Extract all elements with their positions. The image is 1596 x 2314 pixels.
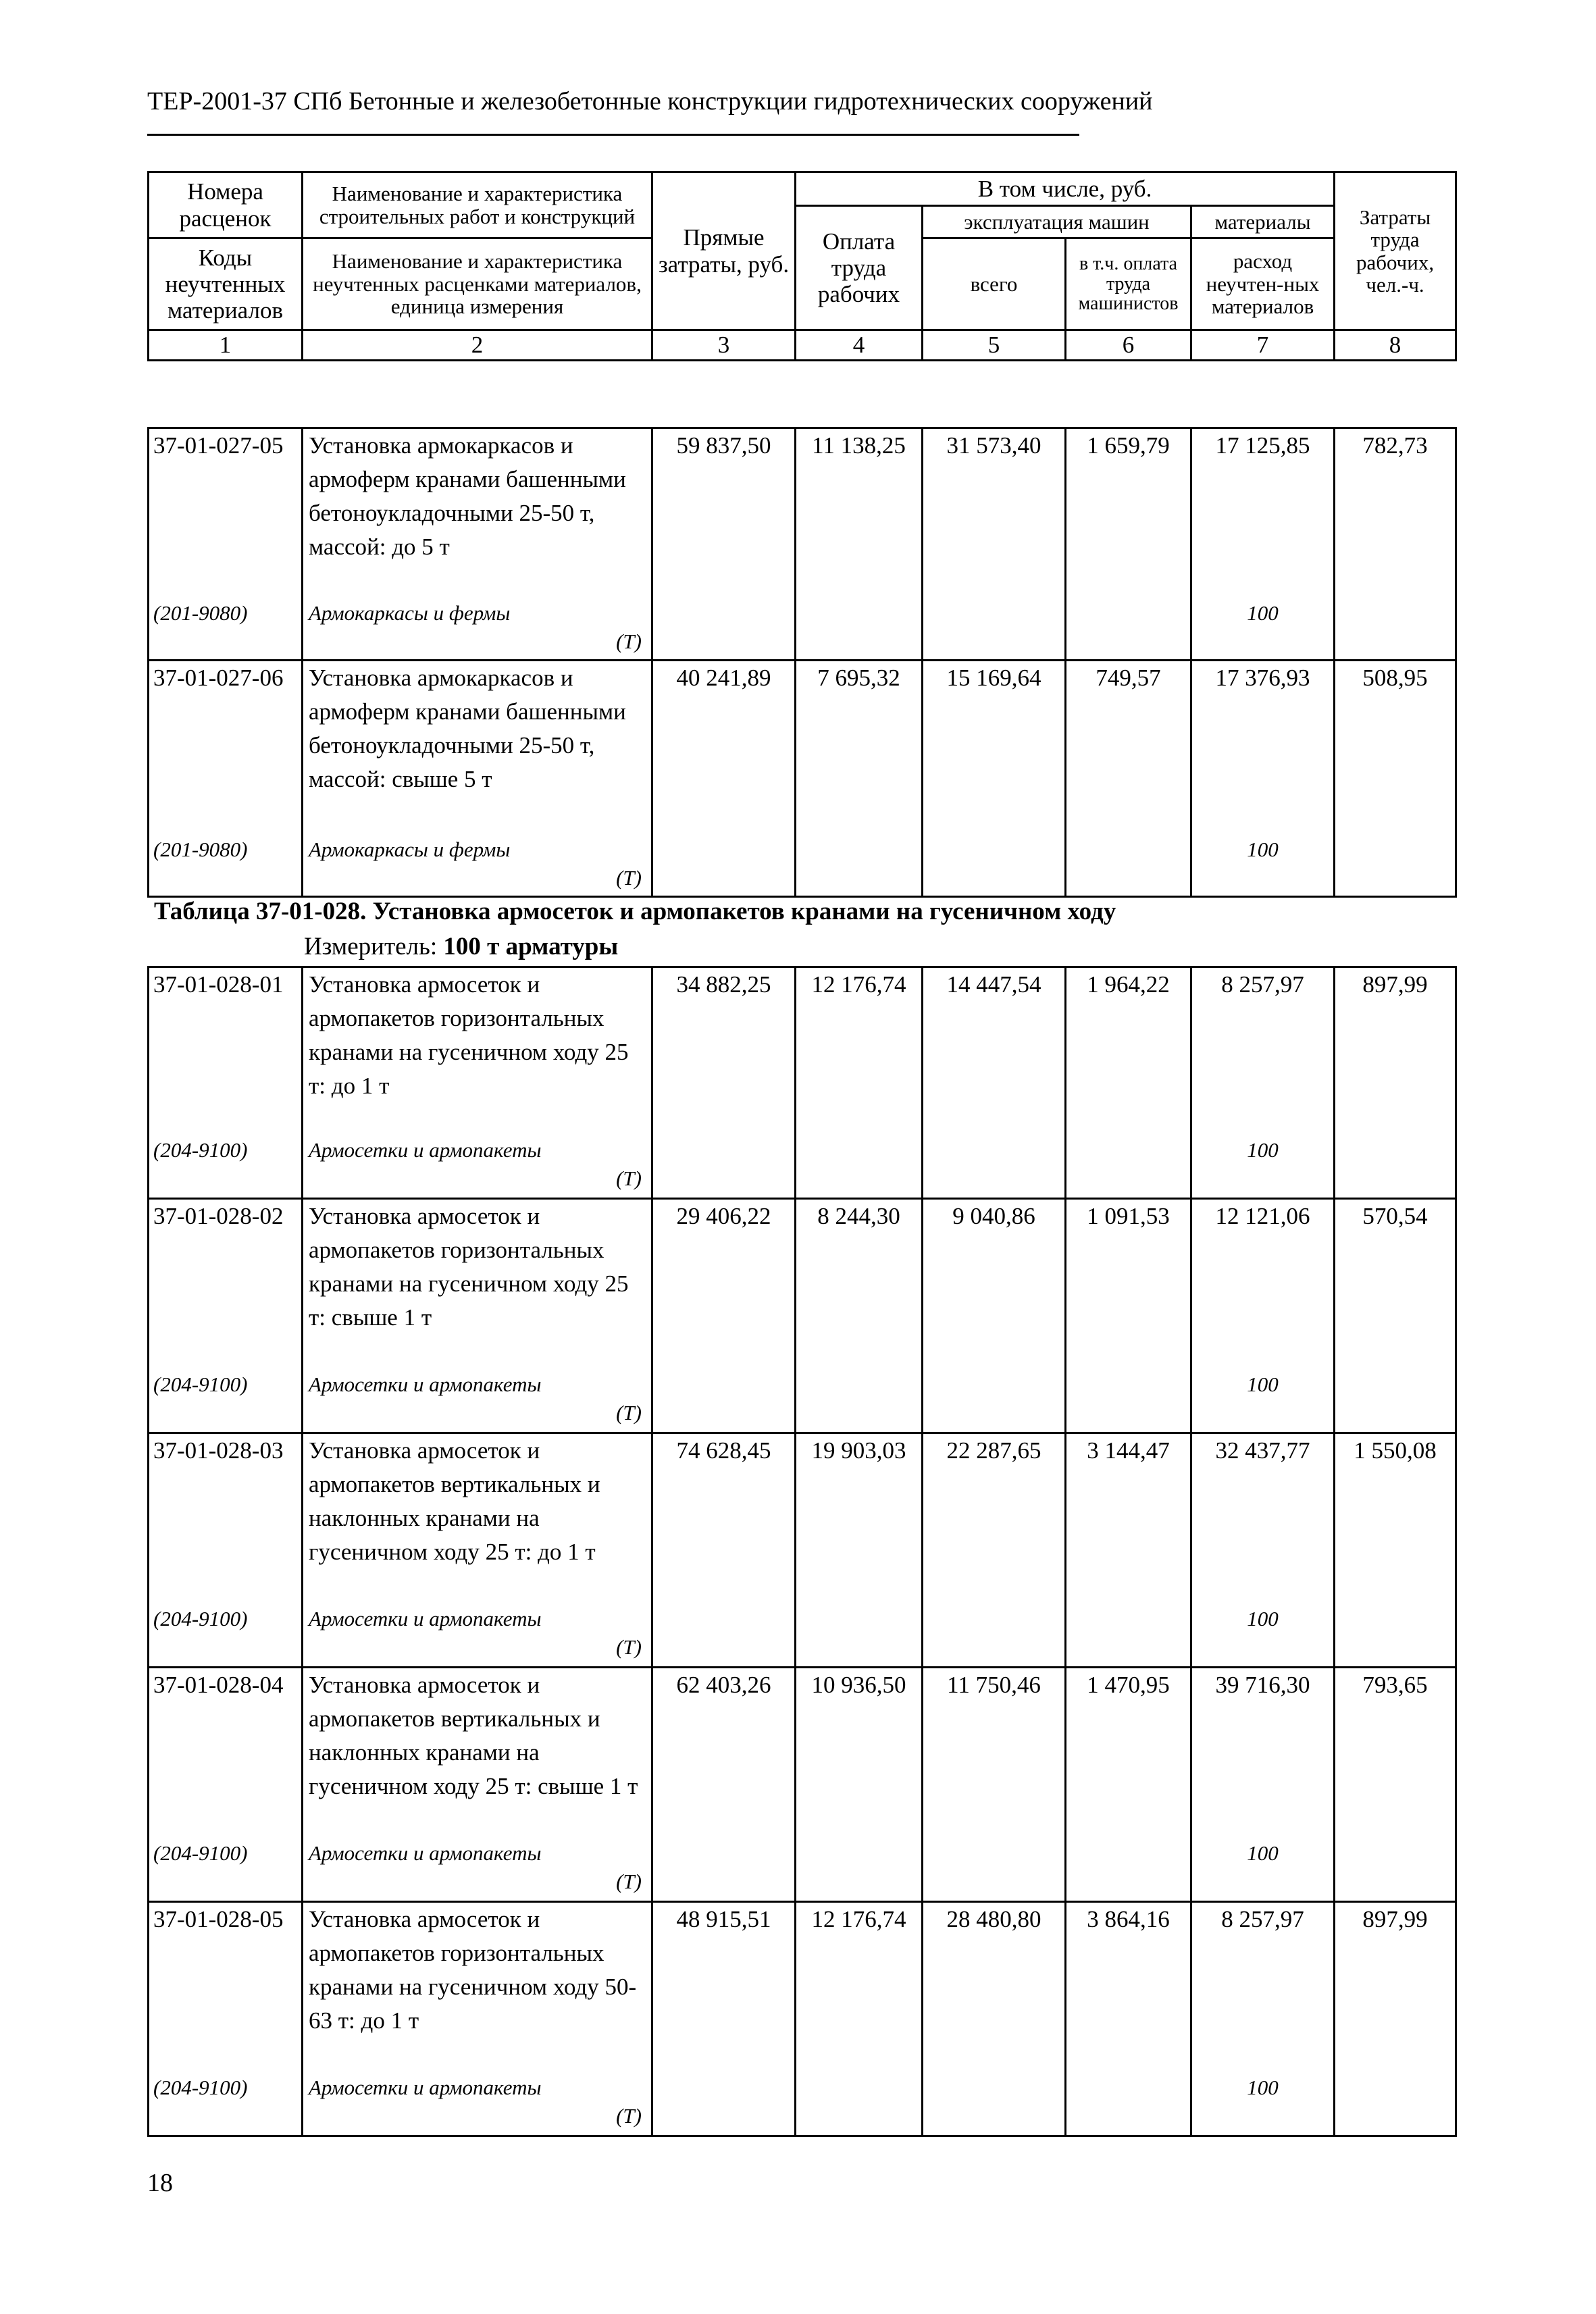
materials-header: материалы bbox=[1191, 206, 1335, 238]
material-name: Армосетки и армопакеты bbox=[303, 1839, 652, 1868]
material-qty: 100 bbox=[1191, 2074, 1335, 2136]
col-number: 5 bbox=[923, 330, 1066, 361]
material-code: (201-9080) bbox=[149, 599, 303, 627]
unit-mark: (Т) bbox=[303, 627, 652, 661]
materials-cost: 32 437,77 bbox=[1191, 1433, 1335, 1605]
section-title: Таблица 37-01-028. Установка армосеток и армопакетов кранами на гусеничном ходу bbox=[154, 898, 1116, 925]
rate-code: 37-01-027-06 bbox=[149, 661, 303, 835]
labor-hours: 508,95 bbox=[1335, 661, 1456, 897]
col1-header-bottom: Коды неучтенных материалов bbox=[149, 238, 303, 330]
material-code: (204-9100) bbox=[149, 1136, 303, 1164]
col-number: 2 bbox=[303, 330, 652, 361]
rate-description: Установка армосеток и армопакетов горизонтальных кранами на гусеничном ходу 25 т: свыше 1 т bbox=[303, 1199, 652, 1370]
direct-costs: 29 406,22 bbox=[652, 1199, 796, 1433]
rate-code: 37-01-028-02 bbox=[149, 1199, 303, 1370]
col3-header: Прямые затраты, руб. bbox=[652, 172, 796, 330]
operators-wages: 1 091,53 bbox=[1066, 1199, 1191, 1433]
labor-hours: 782,73 bbox=[1335, 428, 1456, 661]
col6-header: в т.ч. оплата труда машинистов bbox=[1066, 238, 1191, 330]
material-code: (204-9100) bbox=[149, 1370, 303, 1399]
machines-header: эксплуатация машин bbox=[923, 206, 1191, 238]
rate-code: 37-01-028-01 bbox=[149, 967, 303, 1136]
column-header-table bbox=[147, 171, 1457, 361]
rates-table-028 bbox=[147, 966, 1457, 2137]
col-number: 1 bbox=[149, 330, 303, 361]
rate-code: 37-01-028-03 bbox=[149, 1433, 303, 1605]
rate-description: Установка армосеток и армопакетов горизонтальных кранами на гусеничном ходу 50-63 т: до 1 т bbox=[303, 1902, 652, 2074]
col8-header: Затраты труда рабочих, чел.-ч. bbox=[1335, 172, 1456, 330]
machines-total: 31 573,40 bbox=[923, 428, 1066, 661]
material-name: Армосетки и армопакеты bbox=[303, 1136, 652, 1164]
rates-table-027 bbox=[147, 427, 1457, 898]
materials-cost: 8 257,97 bbox=[1191, 1902, 1335, 2074]
col-number: 3 bbox=[652, 330, 796, 361]
col2-header-top: Наименование и характеристика строительных работ и конструкций bbox=[303, 172, 652, 238]
direct-costs: 59 837,50 bbox=[652, 428, 796, 661]
material-code: (204-9100) bbox=[149, 1605, 303, 1633]
col-number: 8 bbox=[1335, 330, 1456, 361]
page-number: 18 bbox=[147, 2169, 173, 2197]
material-qty: 100 bbox=[1191, 835, 1335, 897]
unit-mark: (Т) bbox=[303, 1399, 652, 1433]
col-number: 6 bbox=[1066, 330, 1191, 361]
material-code: (204-9100) bbox=[149, 1839, 303, 1868]
material-qty: 100 bbox=[1191, 1605, 1335, 1668]
rate-description: Установка армосеток и армопакетов вертикальных и наклонных кранами на гусеничном ходу 25 т: свыше 1 т bbox=[303, 1668, 652, 1839]
meter-value: 100 т арматуры bbox=[443, 933, 619, 960]
labor-hours: 793,65 bbox=[1335, 1668, 1456, 1902]
material-name: Армокаркасы и фермы bbox=[303, 599, 652, 627]
unit-mark: (Т) bbox=[303, 1868, 652, 1902]
labor-hours: 570,54 bbox=[1335, 1199, 1456, 1433]
labor-wages: 11 138,25 bbox=[796, 428, 923, 661]
material-qty: 100 bbox=[1191, 1370, 1335, 1433]
operators-wages: 1 659,79 bbox=[1066, 428, 1191, 661]
labor-wages: 12 176,74 bbox=[796, 967, 923, 1199]
rate-description: Установка армосеток и армопакетов горизонтальных кранами на гусеничном ходу 25 т: до 1 т bbox=[303, 967, 652, 1136]
group-header: В том числе, руб. bbox=[796, 172, 1335, 206]
col2-header-bottom: Наименование и характеристика неучтенных расценками материалов, единица измерения bbox=[303, 238, 652, 330]
labor-wages: 12 176,74 bbox=[796, 1902, 923, 2136]
unit-mark: (Т) bbox=[303, 2102, 652, 2136]
operators-wages: 3 144,47 bbox=[1066, 1433, 1191, 1668]
machines-total: 11 750,46 bbox=[923, 1668, 1066, 1902]
material-qty: 100 bbox=[1191, 1839, 1335, 1902]
material-name: Армосетки и армопакеты bbox=[303, 1605, 652, 1633]
labor-hours: 1 550,08 bbox=[1335, 1433, 1456, 1668]
labor-wages: 10 936,50 bbox=[796, 1668, 923, 1902]
machines-total: 22 287,65 bbox=[923, 1433, 1066, 1668]
rate-description: Установка армокаркасов и армоферм кранами башенными бетоноукладочными 25-50 т, массой: до 5 т bbox=[303, 428, 652, 599]
material-name: Армосетки и армопакеты bbox=[303, 2074, 652, 2102]
operators-wages: 3 864,16 bbox=[1066, 1902, 1191, 2136]
meter-line bbox=[304, 932, 618, 961]
machines-total: 14 447,54 bbox=[923, 967, 1066, 1199]
rate-description: Установка армокаркасов и армоферм кранами башенными бетоноукладочными 25-50 т, массой: свыше 5 т bbox=[303, 661, 652, 835]
materials-cost: 17 125,85 bbox=[1191, 428, 1335, 599]
material-name: Армосетки и армопакеты bbox=[303, 1370, 652, 1399]
rate-code: 37-01-028-04 bbox=[149, 1668, 303, 1839]
labor-wages: 8 244,30 bbox=[796, 1199, 923, 1433]
unit-mark: (Т) bbox=[303, 1164, 652, 1199]
direct-costs: 40 241,89 bbox=[652, 661, 796, 897]
col5-header: всего bbox=[923, 238, 1066, 330]
unit-mark: (Т) bbox=[303, 864, 652, 897]
direct-costs: 48 915,51 bbox=[652, 1902, 796, 2136]
materials-cost: 17 376,93 bbox=[1191, 661, 1335, 835]
labor-hours: 897,99 bbox=[1335, 1902, 1456, 2136]
col1-header-top: Номера расценок bbox=[149, 172, 303, 238]
material-name: Армокаркасы и фермы bbox=[303, 835, 652, 864]
operators-wages: 1 964,22 bbox=[1066, 967, 1191, 1199]
direct-costs: 62 403,26 bbox=[652, 1668, 796, 1902]
operators-wages: 749,57 bbox=[1066, 661, 1191, 897]
material-code: (204-9100) bbox=[149, 2074, 303, 2102]
labor-wages: 7 695,32 bbox=[796, 661, 923, 897]
material-qty: 100 bbox=[1191, 599, 1335, 661]
materials-cost: 39 716,30 bbox=[1191, 1668, 1335, 1839]
col-number: 7 bbox=[1191, 330, 1335, 361]
materials-cost: 8 257,97 bbox=[1191, 967, 1335, 1136]
direct-costs: 74 628,45 bbox=[652, 1433, 796, 1668]
operators-wages: 1 470,95 bbox=[1066, 1668, 1191, 1902]
col4-header: Оплата труда рабочих bbox=[796, 206, 923, 330]
running-header: ТЕР-2001-37 СПб Бетонные и железобетонные конструкции гидротехнических сооружений bbox=[147, 87, 1153, 115]
direct-costs: 34 882,25 bbox=[652, 967, 796, 1199]
material-qty: 100 bbox=[1191, 1136, 1335, 1199]
unit-mark: (Т) bbox=[303, 1633, 652, 1668]
material-code: (201-9080) bbox=[149, 835, 303, 864]
col7-header: расход неучтен-ных материалов bbox=[1191, 238, 1335, 330]
labor-wages: 19 903,03 bbox=[796, 1433, 923, 1668]
labor-hours: 897,99 bbox=[1335, 967, 1456, 1199]
header-rule bbox=[147, 134, 1079, 136]
rate-description: Установка армосеток и армопакетов вертикальных и наклонных кранами на гусеничном ходу 25 т: до 1 т bbox=[303, 1433, 652, 1605]
meter-label: Измеритель: bbox=[304, 933, 438, 960]
rate-code: 37-01-027-05 bbox=[149, 428, 303, 599]
col-number: 4 bbox=[796, 330, 923, 361]
machines-total: 9 040,86 bbox=[923, 1199, 1066, 1433]
machines-total: 28 480,80 bbox=[923, 1902, 1066, 2136]
materials-cost: 12 121,06 bbox=[1191, 1199, 1335, 1370]
machines-total: 15 169,64 bbox=[923, 661, 1066, 897]
rate-code: 37-01-028-05 bbox=[149, 1902, 303, 2074]
